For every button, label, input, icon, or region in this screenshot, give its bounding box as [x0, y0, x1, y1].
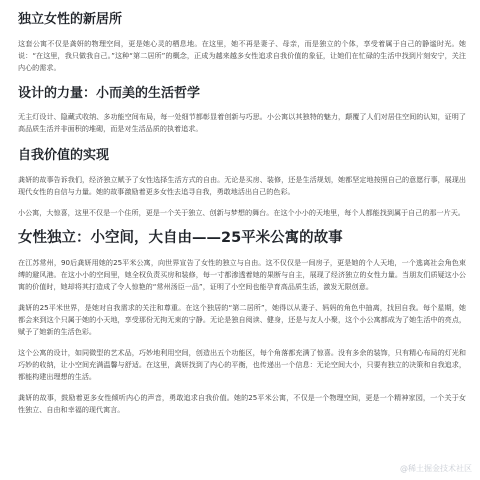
paragraph: 这个公寓的设计，如同微型的艺术品，巧妙地利用空间，创造出五个功能区，每个角落都充满了惊喜。没有多余的装饰，只有精心布局的灯光和巧妙的收纳，让小空间充满温馨与舒适。在这里，龚妍找到了内心的平衡，也传递出一个信息：无论空间大小，只要有独立的决策和自我追求，都能构建出理想的生活。 — [18, 348, 466, 382]
paragraph: 在江苏常州，90后龚妍用她的25平米公寓，向世界宣告了女性的独立与自由。这不仅仅是一间房子，更是她的个人天地，一个逃离社会角色束缚的避风港。在这小小的空间里，她全权负责买房和装修，每一寸都渗透着她的果断与自主，展现了经济独立的女性力量。当朋友们质疑这小公寓的价值时，她却将其打造成了令人惊艳的“常州汤臣一品”，证明了小空间也能孕育高品质生活，激发无限创意。 — [18, 258, 466, 292]
section-title-female-independence: 女性独立：小空间，大自由——25平米公寓的故事 — [18, 229, 343, 246]
section-title-design-power: 设计的力量：小而美的生活哲学 — [18, 85, 201, 101]
paragraph: 无主灯设计、隐藏式收纳、多功能空间布局，每一处细节都彰显着创新与巧思。小公寓以其独特的魅力，颠覆了人们对居住空间的认知，证明了高品质生活并非面积的堆砌，而是对生活品质的执着追求。 — [18, 112, 466, 134]
paragraph: 龚妍的25平米世界，是她对自我需求的关注和尊重。在这个独居的“第二居所”，她得以从妻子、妈妈的角色中抽离，找回自我。每个星期，她都会来到这个只属于她的小天地，享受那份无拘无束的宁静。无论是独自阅读、健身，还是与友人小聚，这个小公寓都成为了她生活中的亮点，赋予了她新的生活色彩。 — [18, 303, 466, 337]
section-title-self-value: 自我价值的实现 — [18, 148, 110, 164]
watermark: @稀土掘金技术社区 — [400, 464, 472, 473]
paragraph: 这套公寓不仅是龚妍的物理空间，更是她心灵的栖息地。在这里，她不再是妻子、母亲，而是独立的个体，享受着属于自己的静谧时光。她说：“在这里，我只做我自己。”这种“第二居所”的概念，正成为越来越多女性追求自我价值的象征，让她们在忙碌的生活中找到片刻安宁，关注内心的需求。 — [18, 38, 466, 72]
paragraph: 龚妍的故事，鼓励着更多女性倾听内心的声音，勇敢追求自我价值。她的25平米公寓，不仅是一个物理空间，更是一个精神家园，一个关于女性独立、自由和幸福的现代寓言。 — [18, 393, 466, 415]
paragraph: 龚妍的故事告诉我们，经济独立赋予了女性选择生活方式的自由。无论是买房、装修，还是生活规划，她都坚定地按照自己的意愿行事，展现出现代女性的自信与力量。她的故事激励着更多女性去追寻自我，勇敢地活出自己的色彩。 — [18, 174, 466, 196]
section-title-new-residence: 独立女性的新居所 — [18, 12, 123, 27]
paragraph: 小公寓，大惊喜，这里不仅是一个住所，更是一个关于独立、创新与梦想的舞台。在这个小小的天地里，每个人都能找到属于自己的那一片天。 — [18, 207, 465, 217]
